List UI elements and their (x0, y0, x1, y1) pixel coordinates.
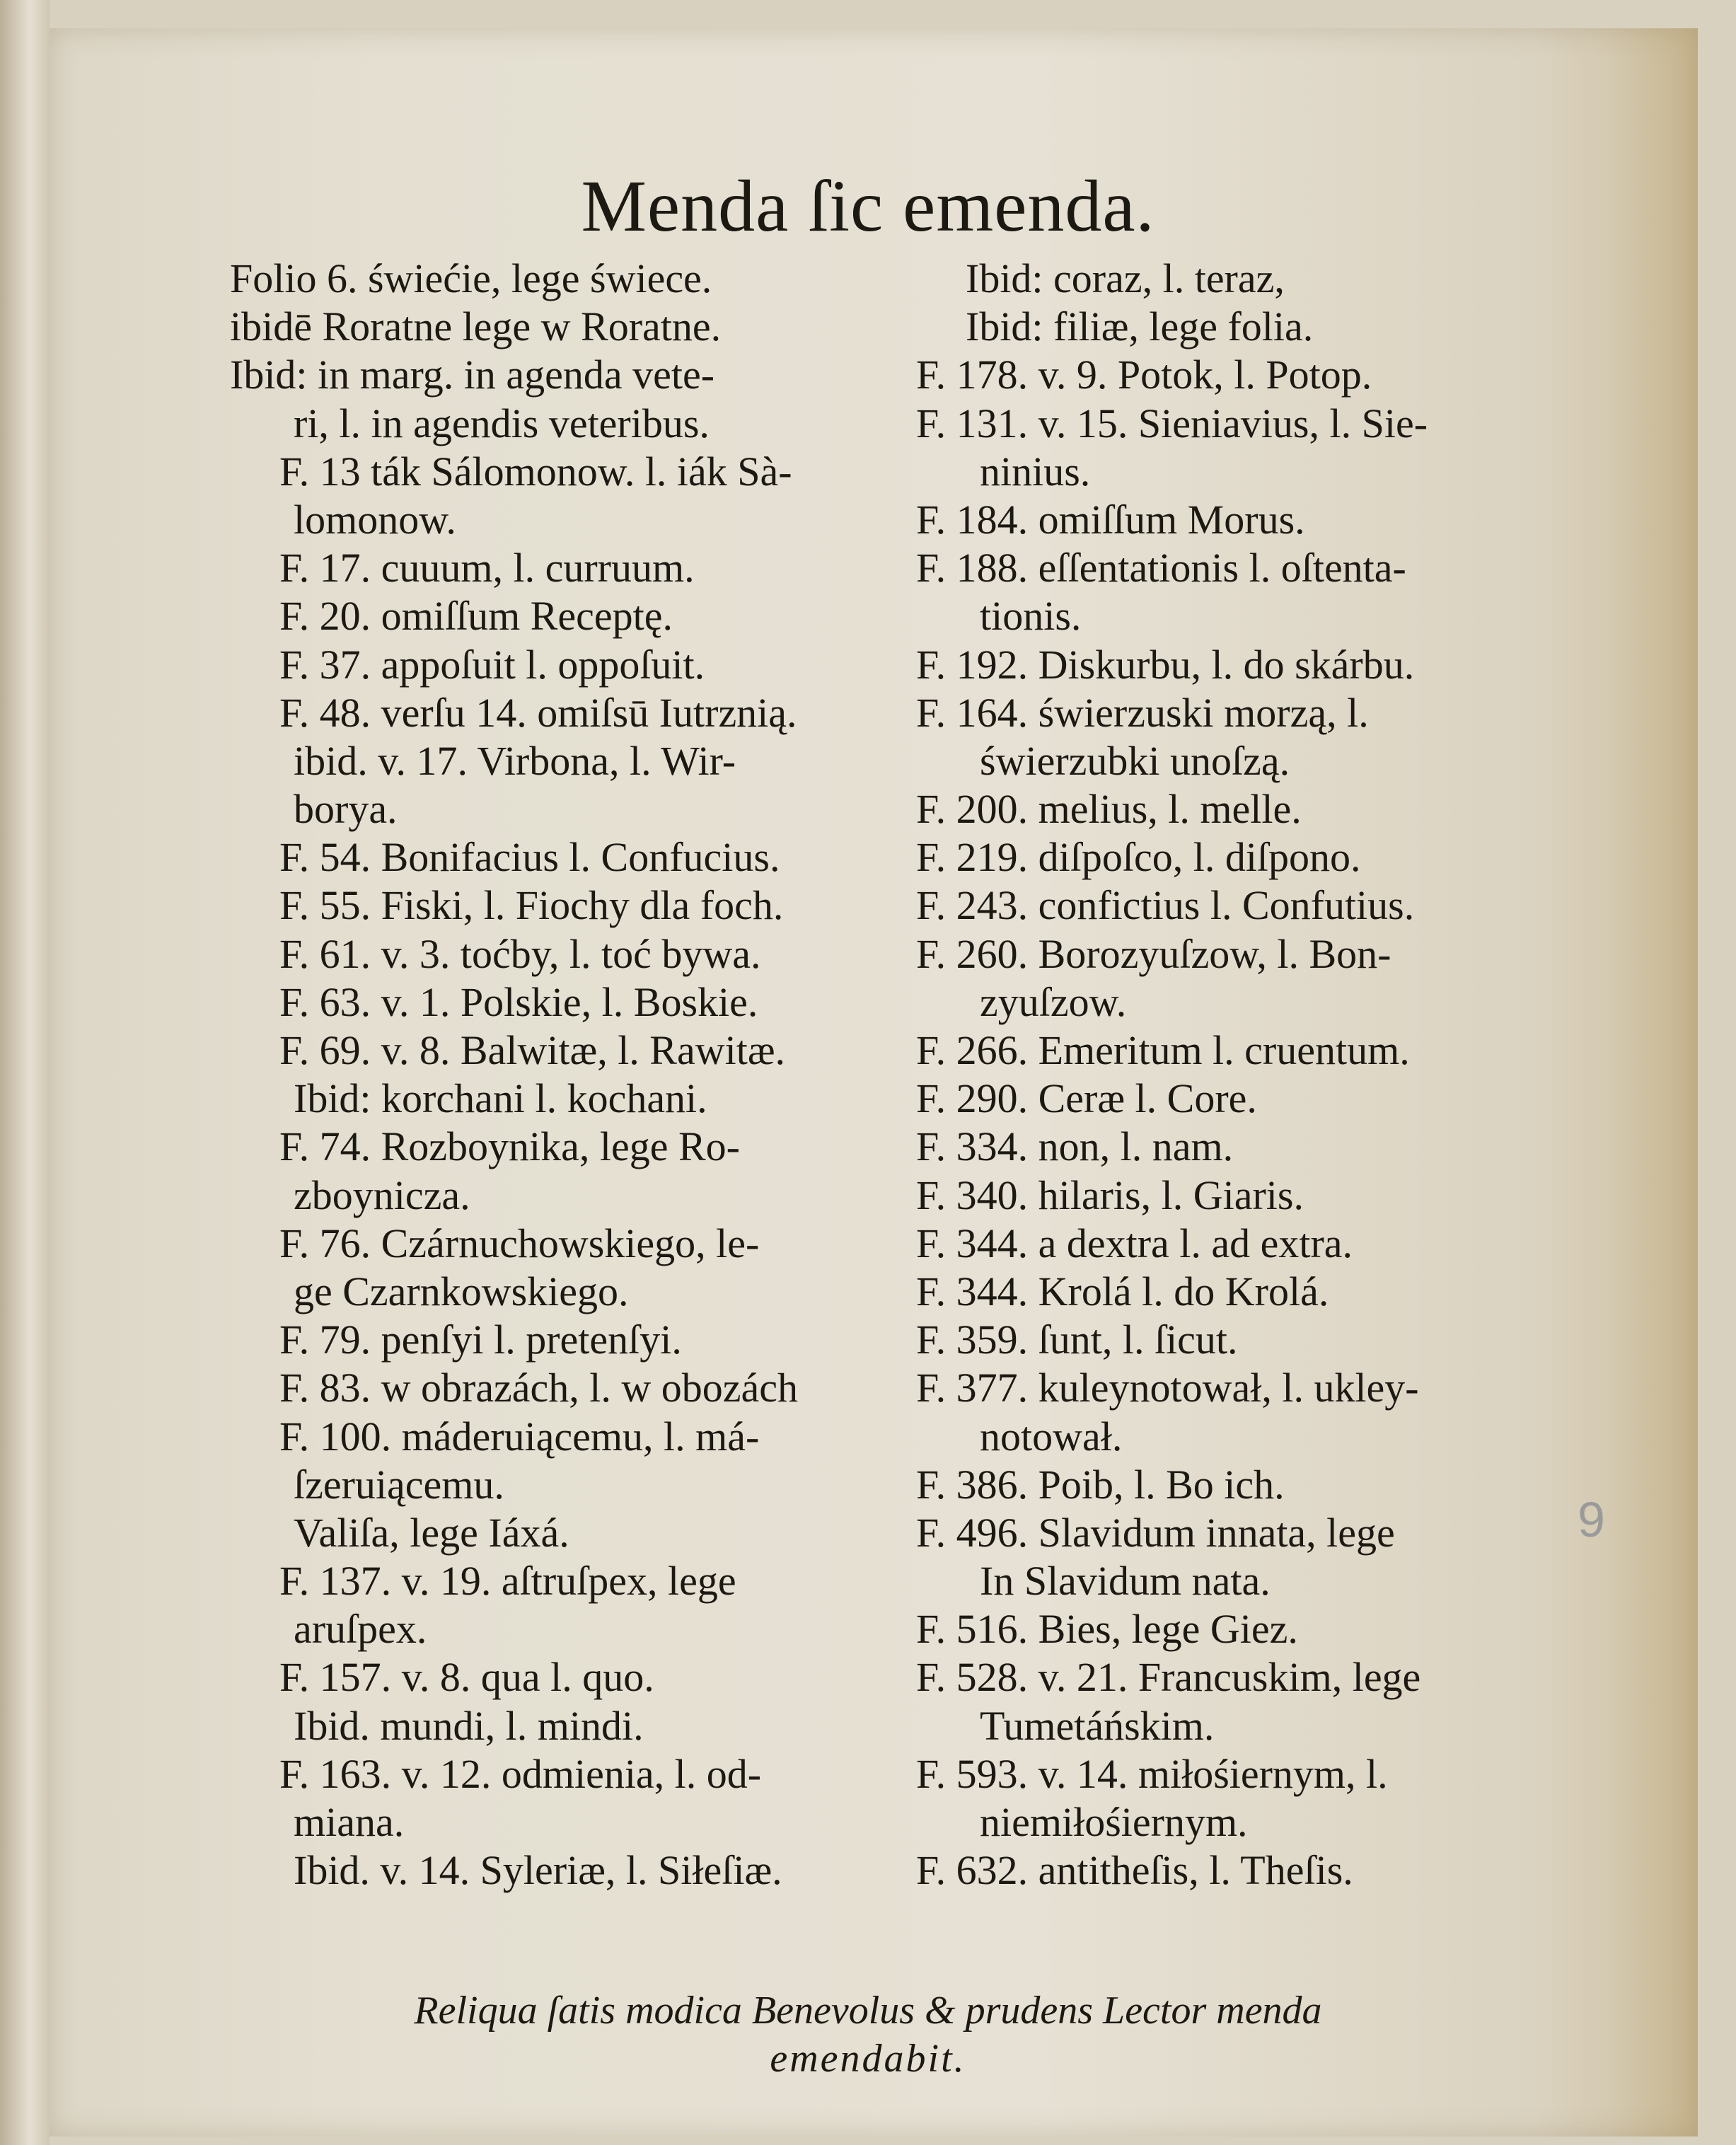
errata-entry: F. 178. v. 9. Potok, l. Potop. (916, 352, 1372, 398)
errata-entry: F. 260. Borozyuſzow, l. Bon- (916, 930, 1391, 977)
errata-entry: F. 74. Rozboynika, lege Ro- (279, 1123, 740, 1170)
errata-entry: ſzeruiącemu. (294, 1461, 504, 1508)
errata-entry: Ibid: korchani l. kochani. (294, 1075, 707, 1122)
errata-entry: F. 100. máderuiącemu, l. má- (279, 1413, 760, 1459)
errata-entry: F. 54. Bonifacius l. Confucius. (279, 834, 780, 881)
errata-entry: borya. (294, 786, 398, 833)
errata-entry: aruſpex. (294, 1606, 427, 1653)
errata-entry: F. 528. v. 21. Francuskim, lege (916, 1654, 1421, 1701)
errata-entry: F. 516. Bies, lege Giez. (916, 1606, 1298, 1653)
errata-entry: ibidē Roratne lege w Roratne. (230, 303, 722, 350)
binding-edge (0, 0, 50, 2145)
errata-entry: F. 164. świerzuski morzą, l. (916, 689, 1369, 736)
errata-entry: F. 243. confictius l. Confutius. (916, 882, 1415, 929)
errata-entry: F. 83. w obrazách, l. w obozách (279, 1365, 799, 1411)
errata-entry: F. 359. ſunt, l. ſicut. (916, 1317, 1238, 1363)
errata-entry: F. 188. eſſentationis l. oſtenta- (916, 545, 1406, 591)
errata-entry: ri, l. in agendis veteribus. (294, 400, 710, 446)
errata-entry: F. 69. v. 8. Balwitæ, l. Rawitæ. (279, 1027, 786, 1073)
errata-entry: F. 63. v. 1. Polskie, l. Boskie. (279, 978, 758, 1025)
errata-entry: Valiſa, lege Iáxá. (294, 1509, 569, 1556)
errata-entry: miana. (294, 1799, 405, 1845)
errata-entry: F. 290. Ceræ l. Core. (916, 1075, 1257, 1122)
errata-entry: F. 593. v. 14. miłośiernym, l. (916, 1750, 1388, 1797)
errata-entry: F. 386. Poib, l. Bo ich. (916, 1461, 1285, 1508)
errata-entry: F. 48. verſu 14. omiſsū Iutrznią. (279, 689, 797, 736)
errata-entry: F. 219. diſpoſco, l. diſpono. (916, 834, 1361, 881)
errata-entry: F. 163. v. 12. odmienia, l. od- (279, 1750, 762, 1797)
left-column (230, 255, 905, 1895)
errata-entry: F. 137. v. 19. aſtruſpex, lege (279, 1558, 736, 1605)
errata-entry: zboynicza. (294, 1172, 470, 1218)
errata-entry: F. 496. Slavidum innata, lege (916, 1509, 1395, 1556)
footer-note: Reliqua ſatis modica Benevolus & prudens Lector menda (414, 1989, 1322, 2033)
errata-entry: In Slavidum nata. (980, 1558, 1271, 1605)
errata-entry: F. 184. omiſſum Morus. (916, 496, 1305, 543)
right-column (916, 255, 1553, 1895)
edge-stain (1606, 28, 1698, 2137)
errata-entry: F. 344. Krolá l. do Krolá. (916, 1268, 1329, 1314)
page-title: Menda ſic emenda. (581, 166, 1155, 247)
errata-entry: Ibid: filiæ, lege folia. (966, 303, 1314, 350)
errata-entry: F. 61. v. 3. toćby, l. toć bywa. (279, 930, 761, 977)
errata-entry: zyuſzow. (980, 978, 1127, 1025)
errata-entry: F. 200. melius, l. melle. (916, 786, 1302, 833)
errata-entry: lomonow. (294, 496, 456, 543)
errata-entry: F. 55. Fiski, l. Fiochy dla foch. (279, 882, 784, 929)
errata-entry: tionis. (980, 593, 1082, 640)
errata-entry: F. 76. Czárnuchowskiego, le- (279, 1220, 760, 1266)
errata-entry: F. 632. antitheſis, l. Theſis. (916, 1847, 1353, 1894)
errata-entry: F. 20. omiſſum Receptę. (279, 593, 673, 640)
errata-entry: Tumetáńskim. (980, 1702, 1215, 1749)
errata-entry: Folio 6. świećie, lege świece. (230, 255, 712, 301)
pencil-page-number: 9 (1578, 1492, 1605, 1547)
errata-entry: F. 377. kuleynotował, l. ukley- (916, 1365, 1419, 1411)
errata-entry: Ibid. mundi, l. mindi. (294, 1702, 644, 1749)
errata-entry: F. 79. penſyi l. pretenſyi. (279, 1317, 682, 1363)
errata-entry: świerzubki unoſzą. (980, 737, 1290, 784)
errata-entry: F. 334. non, l. nam. (916, 1123, 1234, 1170)
errata-entry: ibid. v. 17. Virbona, l. Wir- (294, 737, 736, 784)
errata-entry: F. 13 ták Sálomonow. l. iák Sà- (279, 448, 792, 495)
errata-entry: F. 17. cuuum, l. curruum. (279, 545, 695, 591)
footer-note-end: emendabit. (770, 2037, 966, 2081)
errata-entry: notował. (980, 1413, 1123, 1459)
errata-entry: Ibid: in marg. in agenda vete- (230, 352, 715, 398)
errata-entry: ninius. (980, 448, 1091, 495)
errata-entry: Ibid. v. 14. Syleriæ, l. Siłeſiæ. (294, 1847, 782, 1894)
errata-entry: F. 37. appoſuit l. oppoſuit. (279, 641, 705, 688)
errata-entry: F. 192. Diskurbu, l. do skárbu. (916, 641, 1415, 688)
errata-entry: Ibid: coraz, l. teraz, (966, 255, 1285, 301)
errata-entry: F. 131. v. 15. Sieniavius, l. Sie- (916, 400, 1428, 446)
errata-entry: niemiłośiernym. (980, 1799, 1248, 1845)
errata-entry: F. 344. a dextra l. ad extra. (916, 1220, 1353, 1266)
errata-entry: F. 157. v. 8. qua l. quo. (279, 1654, 654, 1701)
errata-entry: ge Czarnkowskiego. (294, 1268, 629, 1314)
errata-entry: F. 340. hilaris, l. Giaris. (916, 1172, 1304, 1218)
errata-entry: F. 266. Emeritum l. cruentum. (916, 1027, 1410, 1073)
